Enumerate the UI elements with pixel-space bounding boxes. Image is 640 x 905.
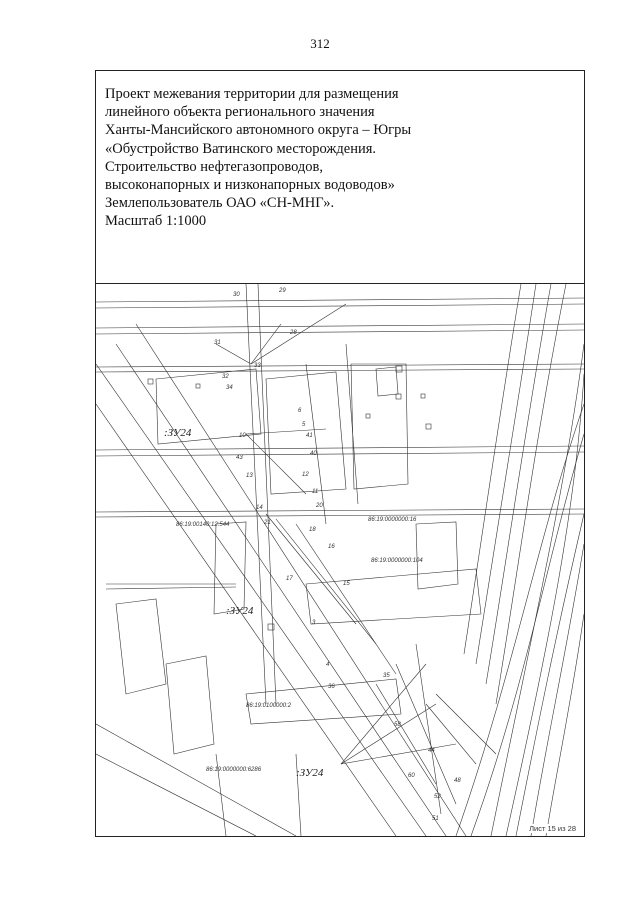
- point-label: 58: [394, 722, 401, 728]
- point-label: 11: [312, 489, 319, 495]
- point-label: 6: [298, 408, 302, 414]
- point-label: 17: [286, 576, 293, 582]
- cadastral-number: 86:19:0100000:2: [246, 703, 292, 709]
- point-label: 29: [279, 288, 286, 294]
- point-label: 4: [326, 662, 330, 668]
- point-label: 36: [328, 684, 335, 690]
- zone-label: :ЗУ24: [296, 767, 324, 779]
- point-label: 31: [214, 340, 221, 346]
- point-label: 43: [236, 455, 243, 461]
- point-label: 3: [312, 620, 316, 626]
- sheet-label: Лист 15 из 28: [529, 824, 576, 833]
- map-drawing: [96, 284, 584, 836]
- zone-label: :ЗУ24: [226, 605, 254, 617]
- title-line: «Обустройство Ватинского месторождения.: [105, 140, 377, 157]
- survey-map: [96, 284, 584, 836]
- title-line: Землепользователь ОАО «СН-МНГ».: [105, 195, 335, 212]
- point-label: 10: [239, 433, 246, 439]
- zone-label: :ЗУ24: [164, 427, 192, 439]
- point-label: 35: [383, 673, 390, 679]
- point-label: 20: [316, 503, 323, 509]
- point-label: 41: [306, 433, 313, 439]
- title-line: линейного объекта регионального значения: [105, 104, 375, 121]
- point-label: 48: [454, 778, 461, 784]
- point-label: 40: [310, 451, 317, 457]
- cadastral-number: 86:19:0000000:6286: [206, 767, 262, 773]
- page-number: 312: [310, 36, 330, 51]
- cadastral-number: 86:19:0000000:104: [371, 558, 423, 564]
- point-label: 21: [264, 520, 271, 526]
- point-label: 44: [428, 748, 435, 754]
- point-label: 30: [233, 292, 240, 298]
- cadastral-number: 86:19:0000000:16: [368, 517, 417, 523]
- point-labels: [214, 288, 461, 822]
- title-block: [96, 71, 584, 284]
- point-label: 51: [432, 816, 439, 822]
- title-line: Ханты-Мансийского автономного округа – Югры: [105, 122, 412, 139]
- title-line: высоконапорных и низконапорных водоводов»: [105, 177, 395, 194]
- point-label: 52: [434, 794, 441, 800]
- point-label: 12: [302, 472, 309, 478]
- cadastral-number: 86:19:00140:12:544: [176, 522, 230, 528]
- point-label: 15: [343, 581, 350, 587]
- scale-line: Масштаб 1:1000: [105, 213, 207, 230]
- point-label: 5: [302, 422, 306, 428]
- title-line: Проект межевания территории для размещения: [105, 86, 399, 102]
- point-label: 28: [290, 330, 297, 336]
- point-label: 60: [408, 773, 415, 779]
- point-label: 18: [309, 527, 316, 533]
- point-label: 16: [328, 544, 335, 550]
- point-label: 14: [256, 505, 263, 511]
- point-label: 13: [246, 473, 253, 479]
- title-line: Строительство нефтегазопроводов,: [105, 158, 324, 175]
- point-label: 33: [254, 363, 261, 369]
- point-label: 32: [222, 374, 229, 380]
- map-linework: [96, 284, 584, 836]
- document-frame: [95, 70, 585, 837]
- point-label: 34: [226, 385, 233, 391]
